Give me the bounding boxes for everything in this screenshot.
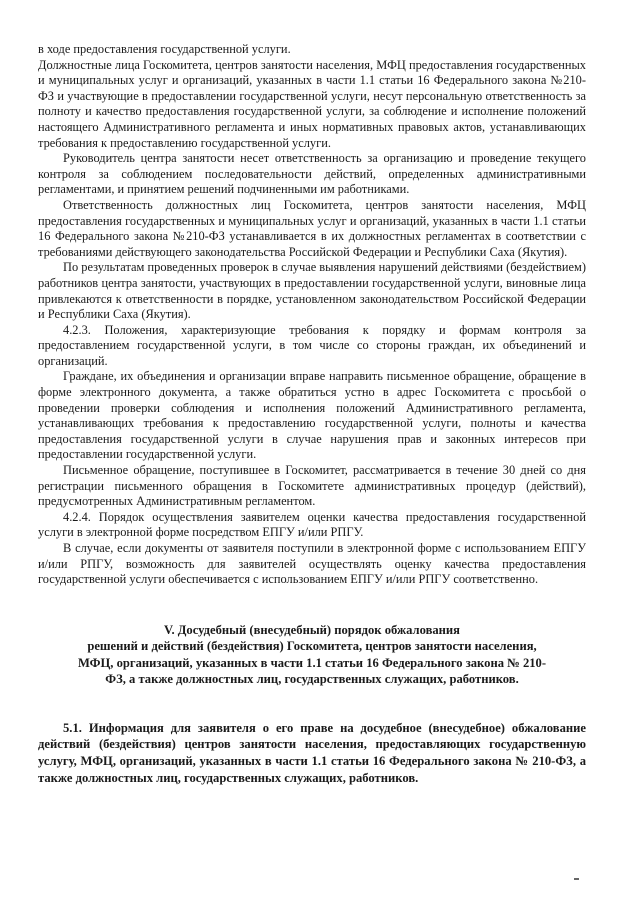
paragraph: в ходе предоставления государственной услуги. xyxy=(38,42,291,56)
section-heading xyxy=(38,622,586,688)
scan-mark xyxy=(574,878,579,880)
document-page xyxy=(38,42,586,786)
paragraph: Граждане, их объединения и организации вправе направить письменное обращение, обращение в форме электронного документа, а также обратиться устно в адрес Госкомитета с просьбой о проведении проверки соблюдения и исполнения положений Административного регламента, устанавливающих требования к предоставлению государственной услуги, полноты и качества предоставления государственной услуги в случае нарушения прав и законных интересов при предоставлении государственной услуги. xyxy=(38,369,586,462)
section-title-line: ФЗ, а также должностных лиц, государственных служащих, работников. xyxy=(105,672,519,687)
paragraph: Ответственность должностных лиц Госкомитета, центров занятости населения, МФЦ предоставления государственных и муниципальных услуг и организаций, указанных в части 1.1 статьи 16 Федерального закона №210-ФЗ устанавливается в их должностных регламентах в соответствии с требованиями действующего законодательства Российской Федерации и Республики Саха (Якутия). xyxy=(38,197,586,259)
section-title-line: МФЦ, организаций, указанных в части 1.1 статьи 16 Федерального закона № 210- xyxy=(77,655,547,670)
paragraph: Письменное обращение, поступившее в Госкомитет, рассматривается в течение 30 дней со дня регистрации письменного обращения в Госкомитете административных процедур (действий), предусмотренных Административным регламентом. xyxy=(38,463,586,509)
paragraph: 4.2.3. Положения, характеризующие требования к порядку и формам контроля за предоставлением государственной услуги, в том числе со стороны граждан, их объединений и организаций. xyxy=(38,322,586,368)
paragraph: 4.2.4. Порядок осуществления заявителем оценки качества предоставления государственной услуги в электронной форме посредством ЕПГУ и/или РПГУ. xyxy=(38,509,586,540)
subsection-heading: 5.1. Информация для заявителя о его праве на досудебное (внесудебное) обжалование действий (бездействия) центров занятости населения, предоставляющих государственную услугу, МФЦ, организаций, указанных в части 1.1 статьи 16 Федерального закона № 210-ФЗ, а также должностных лиц, государственных служащих, работников. xyxy=(38,720,586,785)
section-title-line: решений и действий (бездействия) Госкомитета, центров занятости населения, xyxy=(87,639,537,654)
section-title-line: V. Досудебный (внесудебный) порядок обжалования xyxy=(163,622,460,637)
paragraph: По результатам проведенных проверок в случае выявления нарушений действиями (бездействием) работников центра занятости, участвующих в предоставлении государственной услуги, виновные лица привлекаются к ответственности в порядке, установленном законодательством Российской Федерации и Республики Саха (Якутия). xyxy=(38,260,586,322)
paragraph: Должностные лица Госкомитета, центров занятости населения, МФЦ предоставления государственных и муниципальных услуг и организаций, указанных в части 1.1 статьи 16 Федерального закона №210-ФЗ и участвующие в предоставлении государственной услуги, несут персональную ответственность за полноту и качество предоставления государственной услуги, за соблюдение и исполнение положений настоящего Административного регламента и иных нормативных правовых актов, устанавливающих требования к предоставлению государственной услуги. xyxy=(38,57,586,150)
paragraph: В случае, если документы от заявителя поступили в электронной форме с использованием ЕПГУ и/или РПГУ, возможность для заявителей осуществлять оценку качества предоставления государственной услуги обеспечивается с использованием ЕПГУ и/или РПГУ соответственно. xyxy=(38,541,586,587)
body-text xyxy=(38,42,586,588)
paragraph: Руководитель центра занятости несет ответственность за организацию и проведение текущего контроля за соблюдением последовательности действий, определенных административными регламентами, и принятием решений подчиненными им работниками. xyxy=(38,151,586,197)
